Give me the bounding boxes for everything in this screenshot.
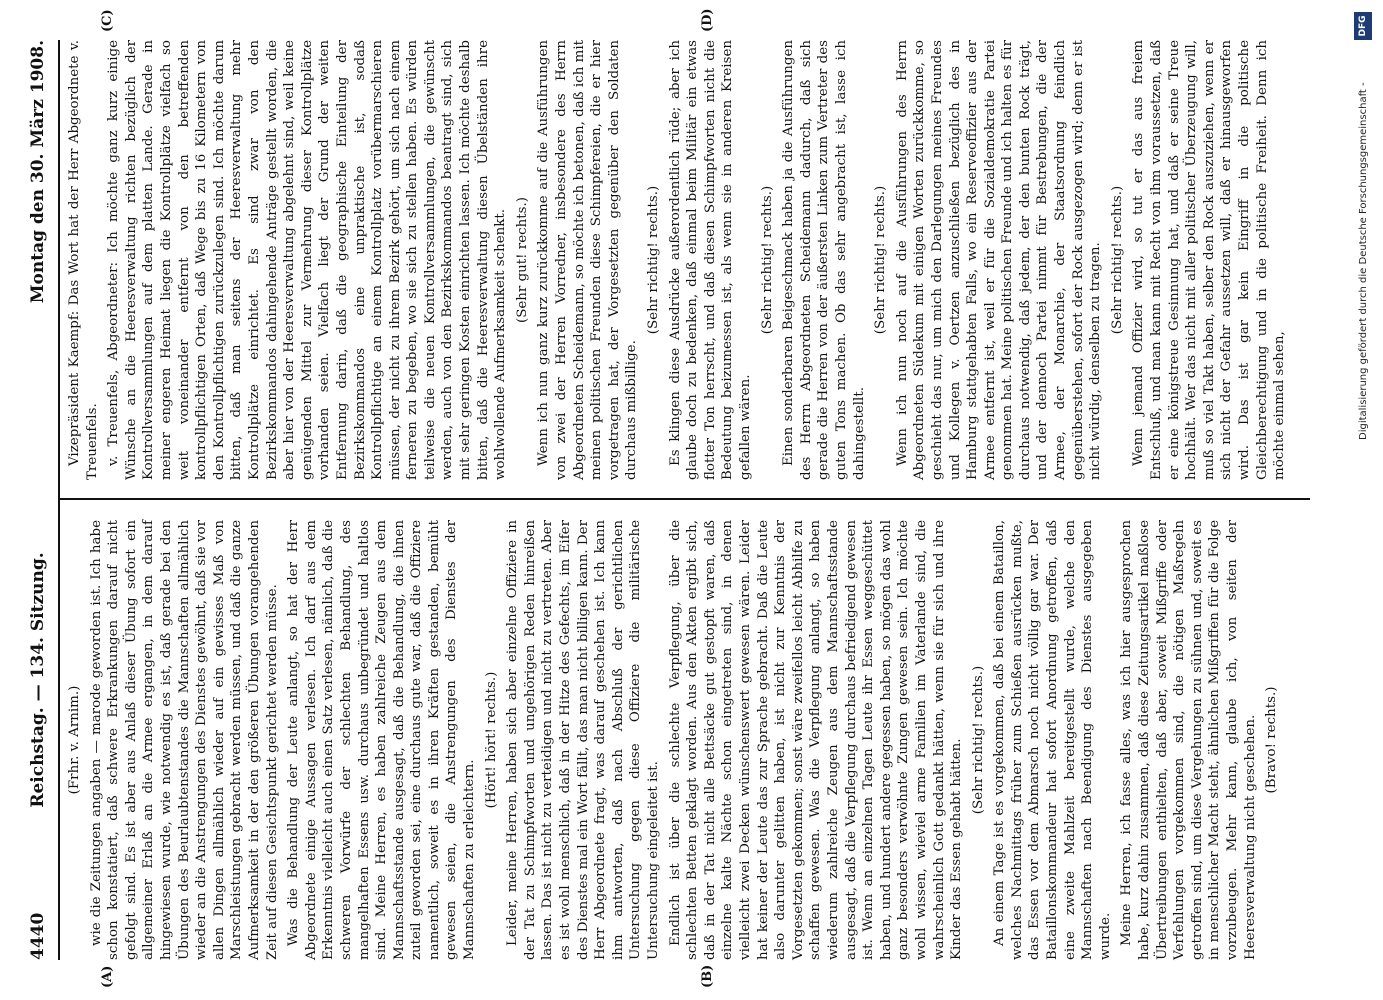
paragraph: (Hört! hört! rechts.) <box>483 671 499 809</box>
paragraph: Endlich ist über die schlechte Verpflegung, über die schlechten Betten geklagt worden. Aus den Akten ergibt sich, daß in der Tat nicht alle Bettsäcke gut gestopft waren, daß einzelne kalte Nächte schon eingetreten sind, in denen vielleicht zwei Decken wünschenswert gewesen wären. Leider hat keiner der Leute das zur Sprache gebracht. Daß die Leute also darunter gelitten haben, ist nicht zur Kenntnis der Vorgesetzten gekommen; sonst wäre zweifellos leicht Abhilfe zu schaffen gewesen. Was die Verpflegung anlangt, so haben wiederum zahlreiche Zeugen aus dem Mannschaftsstande ausgesagt, daß die Verpflegung durchaus befriedigend gewesen ist. Wenn an einzelnen Tagen Leute ihr Essen weggeschüttet haben, und hundert andere gegessen haben, so mögen das wohl ganz besonders verwöhnte Zungen gewesen sein. Ich möchte wohl wissen, wieviel arme Familien im Vaterlande sind, die wahrscheinlich Gott gedankt hätten, wenn sie für sich und ihre Kinder das Essen gehabt hätten. <box>667 520 965 960</box>
paragraph: Was die Behandlung der Leute anlangt, so hat der Herr Abgeordnete einige Aussagen verlesen. Ich darf aus dem Erkenntnis vielleicht auch einen Satz verlesen, nämlich, daß die schweren Vorwürfe der schlechten Behandlung, des mangelhaften Essens usw. durchaus unbegründet und haltlos sind. Meine Herren, es haben zahlreiche Zeugen aus dem Mannschaftsstande ausgesagt, daß die Behandlung, die ihnen zuteil geworden sei, eine durchaus gute war, daß die Offiziere namentlich, soweit es in ihren Kräften gestanden, bemüht gewesen seien, die Anstrengungen des Dienstes der Mannschaften zu erleichtern. <box>286 520 478 960</box>
margin-marker-a: (A) <box>100 965 115 988</box>
paragraph: wie die Zeitungen angaben — marode geworden ist. Ich habe schon konstatiert, daß schwere Erkrankungen darauf nicht gefolgt sind. Es ist aber aus Anlaß dieser Übung sofort ein allgemeiner Erlaß an die Armee ergangen, in dem darauf hingewiesen wurde, wie notwendig es ist, daß gerade bei den Übungen des Beurlaubtenstandes die Mannschaften allmählich wieder an die Anstrengungen des Dienstes gewöhnt, daß sie vor allen Dingen allmählich wieder auf ein gewisses Maß von Marschleistungen gebracht werden müssen, und daß die ganze Aufmerksamkeit in der den größeren Übungen vorangehenden Zeit auf diesen Gesichtspunkt gerichtet werden müsse. <box>88 520 280 960</box>
paragraph: v. Treuenfels, Abgeordneter: Ich möchte ganz kurz einige Wünsche an die Heeresverwaltung richten bezüglich der Kontrollversammlungen auf dem platten Lande. Gerade in meiner engeren Heimat liegen die Kontrollplätze vielfach so weit voneinander entfernt von den betreffenden kontrollpflichtigen Orten, daß Wege bis zu 16 Kilometern von den Kontrollpflichtigen zurückzulegen sind. Ich möchte darum bitten, daß man seitens der Heeresverwaltung mehr Kontrollplätze einrichtet. Es sind zwar von den Bezirkskommandos dahingehende Anträge gestellt worden, die aber hier von der Heeresverwaltung abgelehnt sind, weil keine genügenden Mittel zur Vermehrung dieser Kontrollplätze vorhanden seien. Vielfach liegt der Grund der weiten Entfernung darin, daß die geographische Einteilung der Bezirkskommandos eine unpraktische ist, sodaß Kontrollpflichtige an einem Kontrollplatz vorübermarschieren müssen, der nicht zu ihrem Bezirk gehört, um sich nach einem ferneren zu begeben, wo sie sich zu stellen haben. Es würden teilweise die neuen Kontrollversammlungen, die gewünscht werden, auch von den Bezirkskommandos beantragt sind, sich mit sehr geringen Kosten einrichten lassen. Ich möchte deshalb bitten, daß die Heeresverwaltung diesen Übelständen ihre wohlwollende Aufmerksamkeit schenkt. <box>106 40 509 480</box>
paragraph: (Sehr richtig! rechts.) <box>970 665 986 815</box>
paragraph: Vizepräsident Kaempf: Das Wort hat der Herr Abgeordnete v. Treuenfels. <box>67 40 100 480</box>
margin-marker-c: (C) <box>100 9 115 32</box>
session-title: Reichstag. — 134. Sitzung. <box>28 552 48 808</box>
paragraph: (Sehr richtig! rechts.) <box>873 185 889 335</box>
paragraph: Leider, meine Herren, haben sich aber einzelne Offiziere in der Tat zu Schimpfworten und ungehörigen Reden hinreißen lassen. Das ist nicht zu verteidigen und nicht zu vertreten. Aber es ist wohl menschlich, daß in der Hitze des Gefechts, im Eifer des Dienstes mal ein Wort fällt, das man nicht billigen kann. Der Herr Abgeordnete fragt, was darauf geschehen ist. Ich kann ihm antworten, daß nach Abschluß der gerichtlichen Untersuchung gegen diese Offiziere die militärische Untersuchung eingeleitet ist. <box>505 520 661 960</box>
digitization-credit: Digitalisierung gefördert durch die Deutsche Forschungsgemeinschaft - <box>1358 82 1369 440</box>
margin-marker-d: (D) <box>700 8 715 32</box>
page-header <box>18 40 60 960</box>
paragraph: Wenn jemand Offizier wird, so tut er das aus freiem Entschluß, und man kann mit Recht von ihm voraussetzen, daß er eine königstreue Gesinnung hat, und daß er seine Treue hochhält. Wer das nicht mit aller politischer Überzeugung will, muß so viel Takt haben, selber den Rock auszuziehen, wenn er sich nicht der Gefahr aussetzen will, daß er hinausgeworfen wird. Das ist gar kein Eingriff in die politische Gleichberechtigung und in die politische Freiheit. Denn ich möchte einmal sehen, <box>1131 40 1288 480</box>
paragraph: (Sehr richtig! rechts.) <box>1109 185 1125 335</box>
paragraph: An einem Tage ist es vorgekommen, daß bei einem Bataillon, welches Nachmittags früher zum Schießen ausrücken mußte, das Essen vor dem Abmarsch noch nicht völlig gar war. Der Bataillonskommandeur hat sofort Anordnung getroffen, daß eine zweite Mahlzeit bereitgestellt wurde, welche den Mannschaften nach Beendigung des Dienstes ausgegeben wurde. <box>992 520 1113 960</box>
paragraph: (Sehr richtig! rechts.) <box>646 185 661 335</box>
paragraph: Wenn ich nun ganz kurz zurückkomme auf die Ausführungen von zwei der Herren Vorredner, insbesondere des Herrn Abgeordneten Scheidemann, so möchte ich betonen, daß ich mit meinen politischen Freunden diese Schimpfereien, die er hier vorgetragen hat, der Vorgesetzten gegenüber den Soldaten durchaus mißbillige. <box>536 40 640 480</box>
left-column <box>66 520 1285 960</box>
paragraph: Wenn ich nun noch auf die Ausführungen des Herrn Abgeordneten Südekum mit einigen Worten zurückkomme, so geschieht das nur, um mich den Darlegungen meines Freundes und Kollegen v. Oertzen anzuschließen bezüglich des in Hamburg stattgehabten Falls, wo ein Reserveoffizier aus der Armee entfernt ist, weil er für die Sozialdemokratie Partei genommen hat. Meine politischen Freunde und ich halten es für durchaus notwendig, daß jedem, der den bunten Rock trägt, und der dennoch Partei nimmt für Bestrebungen, die der Armee, der Monarchie, der Staatsordnung feindlich gegenüberstehen, sofort der Rock ausgezogen wird; denn er ist nicht würdig, denselben zu tragen. <box>894 40 1104 480</box>
paragraph: (Bravo! rechts.) <box>1264 686 1280 794</box>
paragraph: Es klingen diese Ausdrücke außerordentlich rüde; aber ich glaube doch zu bedenken, daß einmal beim Militär ein etwas flotter Ton herrscht, und daß diesen Schimpfworten nicht die Bedeutung beizumessen ist, als wenn sie in anderen Kreisen gefallen wären. <box>667 40 753 480</box>
paragraph: Meine Herren, ich fasse alles, was ich hier ausgesprochen habe, kurz dahin zusammen, daß diese Zeitungsartikel maßlose Übertreibungen enthielten, daß aber, soweit Mißgriffe oder Verfehlungen vorgekommen sind, die nötigen Maßregeln getroffen sind, um diese Vergehungen zu sühnen und, soweit es in menschlicher Macht steht, ähnlichen Mißgriffen für die Folge vorzubeugen. Mehr kann, glaube ich, von seiten der Heeresverwaltung nicht geschehen. <box>1119 520 1258 960</box>
session-date: Montag den 30. März 1908. <box>28 40 48 304</box>
margin-marker-b: (B) <box>700 964 715 988</box>
column-divider <box>60 498 1310 500</box>
paragraph: (Sehr gut! rechts.) <box>514 197 530 324</box>
paragraph: (Frhr. v. Arnim.) <box>67 685 82 795</box>
paragraph: (Sehr richtig! rechts.) <box>759 185 775 335</box>
paragraph: Einen sonderbaren Beigeschmack haben ja die Ausführungen des Herrn Abgeordneten Scheidemann dadurch, daß sich gerade die Herren von der äußersten Linken zum Vertreter des guten Tons machen. Ob das sehr angebracht ist, lasse ich dahingestellt. <box>781 40 867 480</box>
dfg-logo: DFG <box>1354 12 1372 40</box>
page-number: 4440 <box>28 912 48 960</box>
right-column <box>66 40 1293 480</box>
